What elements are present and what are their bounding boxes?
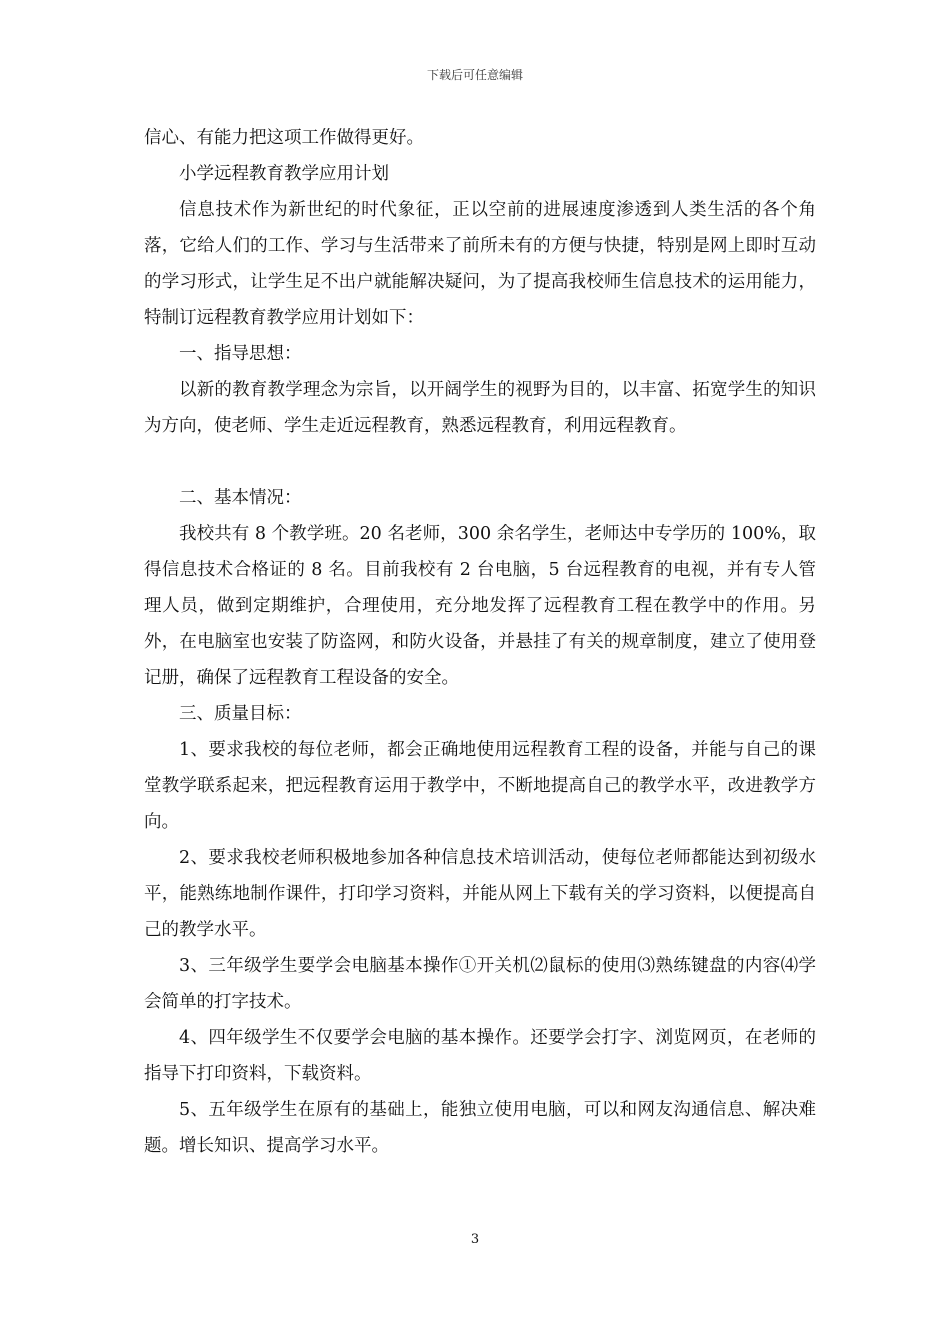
paragraph-continuation: 信心、有能力把这项工作做得更好。 (144, 128, 424, 148)
section-heading-guiding-thought: 一、指导思想： (179, 344, 302, 364)
document-title: 小学远程教育教学应用计划 (179, 164, 389, 184)
paragraph-intro: 信息技术作为新世纪的时代象征，正以空前的进展速度渗透到人类生活的各个角落，它给人们的工作、学习与生活带来了前所未有的方便与快捷，特别是网上即时互动的学习形式，让学生足不出户就能解决疑问，为了提高我校师生信息技术的运用能力，特制订远程教育教学应用计划如下： (144, 200, 816, 328)
paragraph-basic-situation: 我校共有 8 个教学班。20 名老师，300 余名学生，老师达中专学历的 100%，取得信息技术合格证的 8 名。目前我校有 2 台电脑，5 台远程教育的电视，并有专人管理人员，做到定期维护，合理使用，充分地发挥了远程教育工程在教学中的作用。另外，在电脑室也安装了防盗网，和防火设备，并悬挂了有关的规章制度，建立了使用登记册，确保了远程教育工程设备的安全。 (144, 524, 816, 688)
blank-line (144, 444, 816, 480)
goal-item-4: 4、四年级学生不仅要学会电脑的基本操作。还要学会打字、浏览网页，在老师的指导下打印资料，下载资料。 (144, 1028, 816, 1084)
page-number: 3 (470, 1232, 480, 1247)
goal-item-2: 2、要求我校老师积极地参加各种信息技术培训活动，使每位老师都能达到初级水平，能熟练地制作课件，打印学习资料，并能从网上下载有关的学习资料，以便提高自己的教学水平。 (144, 848, 816, 940)
goal-item-1: 1、要求我校的每位老师，都会正确地使用远程教育工程的设备，并能与自己的课堂教学联系起来，把远程教育运用于教学中，不断地提高自己的教学水平，改进教学方向。 (144, 740, 816, 832)
goal-item-3: 3、三年级学生要学会电脑基本操作①开关机⑵鼠标的使用⑶熟练键盘的内容⑷学会简单的打字技术。 (144, 956, 816, 1012)
page-header: 下载后可任意编辑 (426, 68, 523, 82)
section-heading-basic-situation: 二、基本情况： (179, 488, 302, 508)
document-body (144, 120, 816, 1164)
paragraph-guiding-thought: 以新的教育教学理念为宗旨，以开阔学生的视野为目的，以丰富、拓宽学生的知识为方向，使老师、学生走近远程教育，熟悉远程教育，利用远程教育。 (144, 380, 816, 436)
goal-item-5: 5、五年级学生在原有的基础上，能独立使用电脑，可以和网友沟通信息、解决难题。增长知识、提高学习水平。 (144, 1100, 816, 1156)
section-heading-quality-goals: 三、质量目标： (179, 704, 302, 724)
